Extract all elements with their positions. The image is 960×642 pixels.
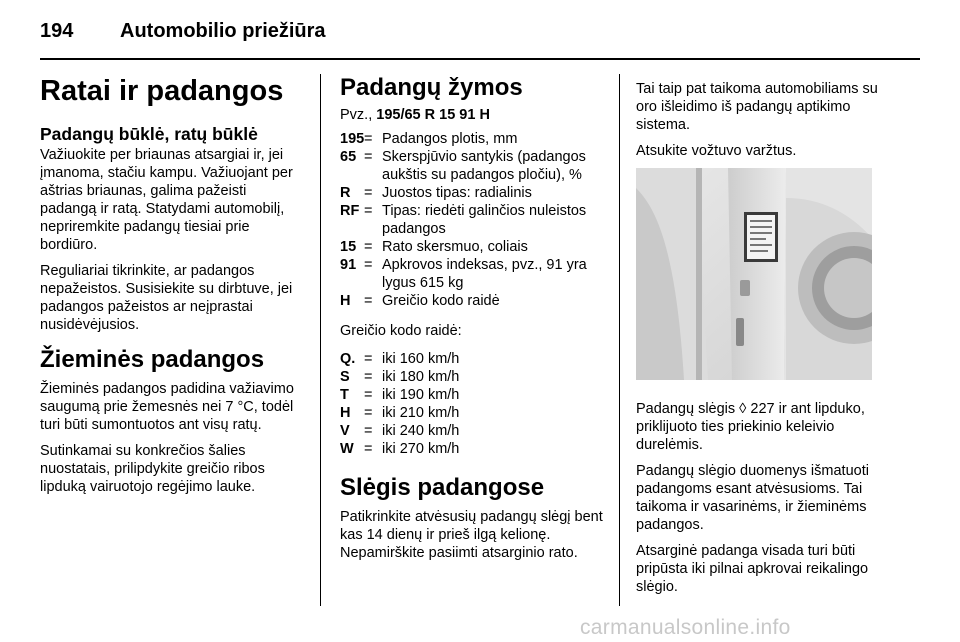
marking-key: R bbox=[340, 185, 351, 201]
marking-key: RF bbox=[340, 203, 360, 219]
speed-key: Q. bbox=[340, 351, 356, 367]
equals-sign: = bbox=[364, 387, 373, 403]
marking-row bbox=[340, 148, 606, 184]
speed-key: T bbox=[340, 387, 349, 403]
equals-sign: = bbox=[364, 423, 373, 439]
marking-key: 65 bbox=[340, 149, 357, 165]
header-rule bbox=[40, 58, 920, 60]
body-paragraph: Atsarginė padanga visada turi būti pripūsta iki pilnai apkrovai reikalingo slėgio. bbox=[636, 543, 869, 595]
winter-paragraph: Sutinkamai su konkrečios šalies nuostatais, prilipdykite greičio ribos lipduką vairuotojo regėjimo lauke. bbox=[40, 443, 265, 495]
speed-value: iki 180 km/h bbox=[382, 369, 460, 385]
winter-paragraph: Žieminės padangos padidina važiavimo saugumą prie žemesnės nei 7 °C, todėl turi būti sumontuotos ant visų ratų. bbox=[40, 381, 294, 433]
marking-value: Rato skersmuo, coliais bbox=[382, 239, 528, 255]
marking-row bbox=[340, 130, 606, 148]
page-header bbox=[40, 16, 920, 60]
markings-heading: Padangų žymos bbox=[340, 74, 523, 101]
equals-sign: = bbox=[364, 131, 373, 147]
marking-key: H bbox=[340, 293, 351, 309]
body-paragraph: Tai taip pat taikoma automobiliams su oro išleidimo iš padangų aptikimo sistema. bbox=[636, 81, 878, 133]
speed-list bbox=[340, 350, 606, 458]
equals-sign: = bbox=[364, 203, 373, 219]
tire-pressure-label-photo bbox=[636, 168, 872, 380]
pressure-heading: Slėgis padangose bbox=[340, 474, 545, 501]
marking-row bbox=[340, 238, 606, 256]
marking-key: 91 bbox=[340, 257, 357, 273]
watermark: carmanualsonline.info bbox=[580, 616, 791, 639]
body-paragraph: Padangų slėgis ◊ 227 ir ant lipduko, priklijuoto ties priekinio keleivio durelėmis. bbox=[636, 401, 865, 453]
equals-sign: = bbox=[364, 369, 373, 385]
marking-row bbox=[340, 256, 606, 292]
speed-value: iki 270 km/h bbox=[382, 441, 460, 457]
marking-value: Juostos tipas: radialinis bbox=[382, 185, 532, 201]
equals-sign: = bbox=[364, 185, 373, 201]
speed-row bbox=[340, 440, 606, 458]
speed-value: iki 240 km/h bbox=[382, 423, 460, 439]
equals-sign: = bbox=[364, 257, 373, 273]
equals-sign: = bbox=[364, 293, 373, 309]
equals-sign: = bbox=[364, 351, 373, 367]
body-paragraph: Padangų slėgio duomenys išmatuoti padangoms esant atvėsusioms. Tai taikoma ir vasarinėms, ir žieminėms padangos. bbox=[636, 463, 869, 533]
marking-value: Padangos plotis, mm bbox=[382, 131, 518, 147]
speed-row bbox=[340, 368, 606, 386]
speed-key: H bbox=[340, 405, 351, 421]
column-1 bbox=[40, 72, 306, 504]
speed-key: W bbox=[340, 441, 354, 457]
speed-intro: Greičio kodo raidė: bbox=[340, 323, 462, 339]
example-prefix: Pvz., bbox=[340, 107, 377, 123]
marking-row bbox=[340, 202, 606, 238]
marking-key: 15 bbox=[340, 239, 357, 255]
pressure-paragraph: Patikrinkite atvėsusių padangų slėgį bent kas 14 dienų ir prieš ilgą kelionę. Nepamirškite pasiimti atsarginio rato. bbox=[340, 509, 603, 561]
column-3 bbox=[636, 80, 902, 604]
section-title: Ratai ir padangos bbox=[40, 75, 284, 107]
speed-value: iki 210 km/h bbox=[382, 405, 460, 421]
equals-sign: = bbox=[364, 239, 373, 255]
equals-sign: = bbox=[364, 149, 373, 165]
column-2 bbox=[340, 72, 606, 570]
speed-key: S bbox=[340, 369, 350, 385]
speed-value: iki 160 km/h bbox=[382, 351, 460, 367]
markings-example bbox=[340, 106, 606, 124]
example-code: 195/65 R 15 91 H bbox=[376, 107, 490, 123]
speed-row bbox=[340, 404, 606, 422]
body-paragraph: Atsukite vožtuvo varžtus. bbox=[636, 143, 797, 159]
marking-value: Tipas: riedėti galinčios nuleistos padangos bbox=[382, 203, 587, 237]
condition-paragraph: Reguliariai tikrinkite, ar padangos nepažeistos. Susisiekite su dirbtuve, jei padangos pažeistos ar neįprastai nusidėvėjusios. bbox=[40, 263, 293, 333]
speed-value: iki 190 km/h bbox=[382, 387, 460, 403]
speed-key: V bbox=[340, 423, 350, 439]
column-divider-2 bbox=[619, 74, 620, 606]
winter-heading: Žieminės padangos bbox=[40, 346, 265, 373]
markings-list bbox=[340, 130, 606, 310]
column-divider-1 bbox=[320, 74, 321, 606]
condition-heading: Padangų būklė, ratų būklė bbox=[40, 124, 258, 144]
page-number: 194 bbox=[40, 20, 74, 42]
marking-row bbox=[340, 292, 606, 310]
equals-sign: = bbox=[364, 405, 373, 421]
marking-value: Skerspjūvio santykis (padangos aukštis su padangos pločiu), % bbox=[382, 149, 586, 183]
marking-value: Apkrovos indeksas, pvz., 91 yra lygus 615 kg bbox=[382, 257, 587, 291]
speed-row bbox=[340, 386, 606, 404]
marking-key: 195 bbox=[340, 131, 365, 147]
condition-paragraph: Važiuokite per briaunas atsargiai ir, jei įmanoma, stačiu kampu. Važiuojant per aštrias briaunas, galima pažeisti padangą ir ratą. Statydami automobilį, nepriremkite padangų tiesiai prie bordiūro. bbox=[40, 147, 293, 253]
chapter-title: Automobilio priežiūra bbox=[120, 20, 326, 42]
speed-row bbox=[340, 422, 606, 440]
speed-row bbox=[340, 350, 606, 368]
equals-sign: = bbox=[364, 441, 373, 457]
marking-value: Greičio kodo raidė bbox=[382, 293, 500, 309]
marking-row bbox=[340, 184, 606, 202]
